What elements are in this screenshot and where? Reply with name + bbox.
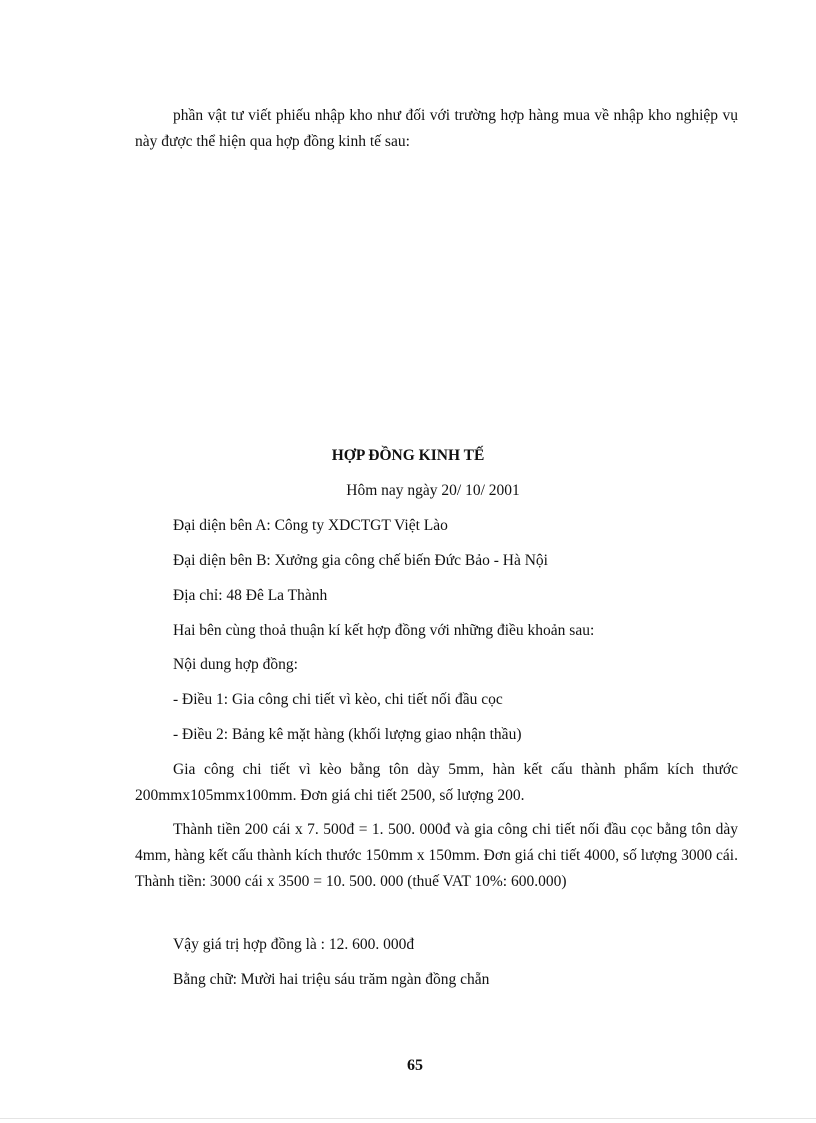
page-bottom-edge (0, 1118, 816, 1119)
article-2: - Điều 2: Bảng kê mặt hàng (khối lượng giao nhận thầu) (173, 726, 522, 743)
total-in-words: Bằng chữ: Mười hai triệu sáu trăm ngàn đồng chẵn (173, 971, 490, 988)
party-b: Đại diện bên B: Xưởng gia công chế biến Đức Bảo - Hà Nội (173, 552, 548, 569)
address: Địa chỉ: 48 Đê La Thành (173, 587, 328, 604)
contract-date: Hôm nay ngày 20/ 10/ 2001 (346, 482, 520, 499)
contract-title: HỢP ĐỒNG KINH TẾ (331, 447, 485, 464)
content-heading: Nội dung hợp đồng: (173, 656, 298, 673)
article-1: - Điều 1: Gia công chi tiết vì kèo, chi tiết nối đầu cọc (173, 691, 503, 708)
intro-paragraph: phần vật tư viết phiếu nhập kho như đối với trường hợp hàng mua về nhập kho nghiệp vụ này được thể hiện qua hợp đồng kinh tế sau: (135, 107, 738, 150)
detail-paragraph-1: Gia công chi tiết vì kèo bằng tôn dày 5mm, hàn kết cấu thành phẩm kích thước 200mmx105mmx100mm. Đơn giá chi tiết 2500, số lượng 200. (135, 761, 738, 804)
agreement-statement: Hai bên cùng thoả thuận kí kết hợp đồng với những điều khoản sau: (173, 622, 595, 639)
detail-paragraph-2: Thành tiền 200 cái x 7. 500đ = 1. 500. 000đ và gia công chi tiết nối đầu cọc bằng tôn dày 4mm, hàng kết cấu thành kích thước 150mm x 150mm. Đơn giá chi tiết 4000, số lượng 3000 cái. Thành tiền: 3000 cái x 3500 = 10. 500. 000 (thuế VAT 10%: 600.000) (135, 821, 738, 890)
party-a: Đại diện bên A: Công ty XDCTGT Việt Lào (173, 517, 448, 534)
total-value: Vậy giá trị hợp đồng là : 12. 600. 000đ (173, 936, 415, 953)
page-number: 65 (407, 1057, 423, 1074)
